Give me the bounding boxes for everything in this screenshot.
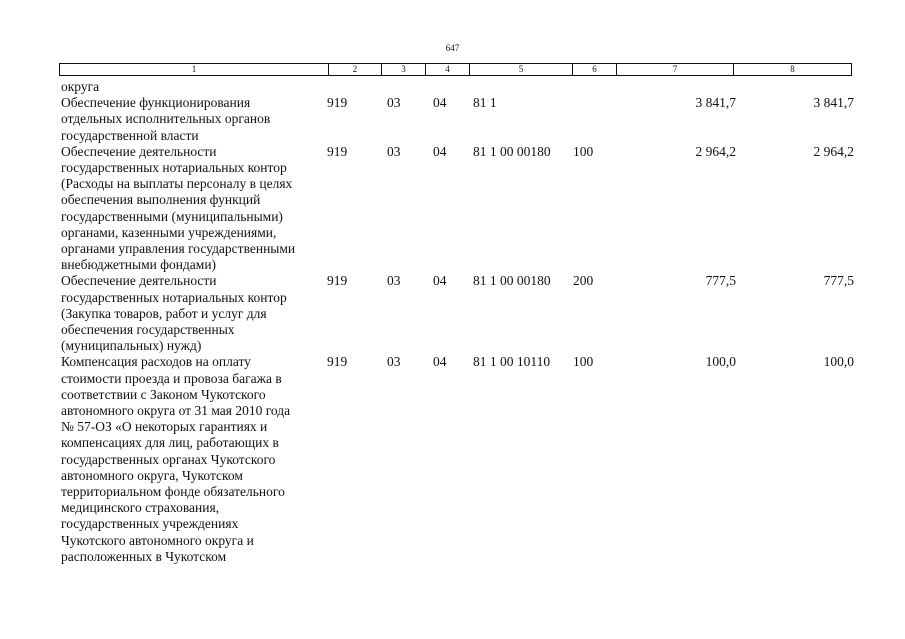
description-line: органами, казенными учреждениями, [61, 224, 277, 240]
expense-type-code: 200 [573, 273, 594, 289]
description-line: государственными (муниципальными) [61, 208, 283, 224]
amount-col-8: 100,0 [823, 354, 854, 370]
description-line: медицинского страхования, [61, 500, 220, 516]
table-row [0, 95, 905, 144]
grbs-code: 919 [327, 354, 348, 370]
row-description [61, 354, 326, 565]
description-line: соответствии с Законом Чукотского [61, 386, 266, 402]
header-cell-5: 5 [469, 64, 572, 75]
subsection-code: 04 [433, 273, 447, 289]
amount-col-7: 777,5 [705, 273, 736, 289]
row-description [61, 95, 326, 144]
header-cell-7: 7 [616, 64, 733, 75]
table-row [0, 354, 905, 565]
grbs-code: 919 [327, 95, 348, 111]
description-line: отдельных исполнительных органов [61, 111, 271, 127]
description-line: внебюджетными фондами) [61, 257, 217, 273]
description-line: № 57-ОЗ «О некоторых гарантиях и [61, 419, 268, 435]
description-line: расположенных в Чукотском [61, 548, 227, 564]
description-line: Компенсация расходов на оплату [61, 354, 251, 370]
amount-col-7: 3 841,7 [695, 95, 736, 111]
description-line: Обеспечение деятельности [61, 273, 217, 289]
header-cell-6: 6 [572, 64, 616, 75]
description-line: территориальном фонде обязательного [61, 484, 285, 500]
header-cell-2: 2 [328, 64, 381, 75]
section-code: 03 [387, 354, 401, 370]
description-line: округа [61, 79, 100, 94]
section-code: 03 [387, 273, 401, 289]
description-line: (муниципальных) нужд) [61, 338, 202, 354]
header-cell-1: 1 [191, 64, 197, 74]
description-line: обеспечения выполнения функций [61, 192, 261, 208]
header-cell-8: 8 [733, 64, 851, 75]
page-number: 647 [445, 43, 460, 53]
table-body [0, 79, 905, 565]
header-cell-4: 4 [425, 64, 469, 75]
table-header [59, 63, 852, 76]
target-article-code: 81 1 00 10110 [473, 354, 551, 370]
description-line: компенсациях для лиц, работающих в [61, 435, 279, 451]
header-cell-3: 3 [381, 64, 425, 75]
amount-col-7: 100,0 [705, 354, 736, 370]
description-line: стоимости проезда и провоза багажа в [61, 370, 282, 386]
expense-type-code: 100 [573, 143, 594, 159]
description-line: Обеспечение функционирования [61, 95, 251, 111]
description-line: государственных нотариальных контор [61, 289, 287, 305]
description-line: Обеспечение деятельности [61, 143, 217, 159]
description-line: государственной власти [61, 127, 199, 143]
target-article-code: 81 1 00 00180 [473, 273, 551, 289]
expense-type-code: 100 [573, 354, 594, 370]
description-line: государственных учреждениях [61, 516, 239, 532]
grbs-code: 919 [327, 143, 348, 159]
amount-col-7: 2 964,2 [695, 143, 736, 159]
description-line: органами управления государственными [61, 241, 296, 257]
section-code: 03 [387, 143, 401, 159]
target-article-code: 81 1 00 00180 [473, 143, 551, 159]
target-article-code: 81 1 [473, 95, 497, 111]
description-line: государственных нотариальных контор [61, 160, 287, 176]
table-row [0, 79, 905, 95]
description-line: обеспечения государственных [61, 322, 235, 338]
row-description [61, 144, 326, 274]
row-description [61, 79, 326, 95]
section-code: 03 [387, 95, 401, 111]
description-line: (Закупка товаров, работ и услуг для [61, 305, 267, 321]
row-description [61, 273, 326, 354]
table-row [0, 273, 905, 354]
grbs-code: 919 [327, 273, 348, 289]
subsection-code: 04 [433, 354, 447, 370]
table-row [0, 144, 905, 274]
subsection-code: 04 [433, 143, 447, 159]
description-line: государственных органах Чукотского [61, 451, 276, 467]
amount-col-8: 777,5 [823, 273, 854, 289]
description-line: (Расходы на выплаты персоналу в целях [61, 176, 293, 192]
amount-col-8: 2 964,2 [813, 143, 854, 159]
subsection-code: 04 [433, 95, 447, 111]
description-line: автономного округа, Чукотском [61, 467, 243, 483]
amount-col-8: 3 841,7 [813, 95, 854, 111]
description-line: Чукотского автономного округа и [61, 532, 254, 548]
description-line: автономного округа от 31 мая 2010 года [61, 403, 291, 419]
